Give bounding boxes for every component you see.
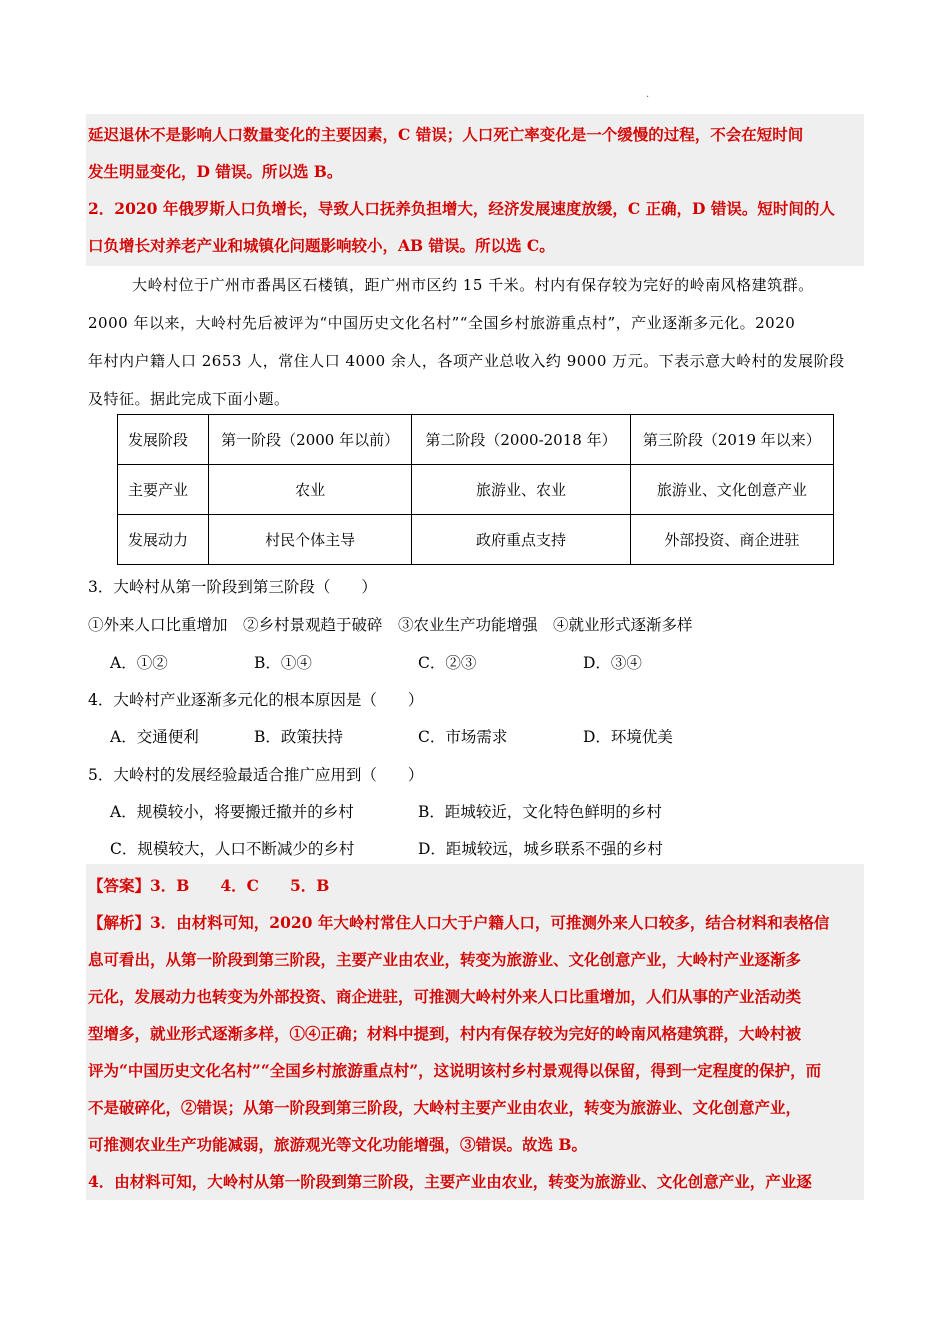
- analysis-text: 3．由材料可知，2020 年大岭村常住人口大于户籍人口，可推测外来人口较多，结合材料和表格信: [150, 913, 830, 932]
- table-cell: 主要产业: [118, 465, 209, 515]
- question-3-option-d[interactable]: D．③④: [583, 654, 642, 672]
- explanation-line: 口负增长对养老产业和城镇化问题影响较小，AB 错误。所以选 C。: [88, 236, 555, 255]
- table-cell: 第一阶段（2000 年以前）: [209, 415, 412, 465]
- question-3-items: ①外来人口比重增加 ②乡村景观趋于破碎 ③农业生产功能增强 ④就业形式逐渐多样: [88, 616, 693, 634]
- table-cell: 旅游业、农业: [412, 465, 630, 515]
- table-cell: 农业: [209, 465, 412, 515]
- answer-label: 【答案】: [88, 876, 151, 895]
- material-line: 2000 年以来，大岭村先后被评为“中国历史文化名村”“全国乡村旅游重点村”，产业逐渐多元化。2020: [88, 314, 796, 332]
- question-4-stem: 4．大岭村产业逐渐多元化的根本原因是（ ）: [88, 691, 424, 709]
- material-line: 大岭村位于广州市番禺区石楼镇，距广州市区约 15 千米。村内有保存较为完好的岭南风格建筑群。: [132, 276, 814, 294]
- explanation-line: 延迟退休不是影响人口数量变化的主要因素，C 错误；人口死亡率变化是一个缓慢的过程，不会在短时间: [88, 125, 804, 144]
- analysis-line: 4．由材料可知，大岭村从第一阶段到第三阶段，主要产业由农业，转变为旅游业、文化创意产业，产业逐: [88, 1172, 812, 1191]
- question-5-option-d[interactable]: D．距城较远，城乡联系不强的乡村: [418, 840, 663, 858]
- question-5-option-a[interactable]: A．规模较小，将要搬迁撤并的乡村: [110, 803, 354, 821]
- question-5-stem: 5．大岭村的发展经验最适合推广应用到（ ）: [88, 766, 424, 784]
- analysis-line: 可推测农业生产功能减弱，旅游观光等文化功能增强，③错误。故选 B。: [88, 1135, 587, 1154]
- table-cell: 发展阶段: [118, 415, 209, 465]
- material-line: 及特征。据此完成下面小题。: [88, 390, 290, 408]
- table-cell: 旅游业、文化创意产业: [630, 465, 833, 515]
- analysis-line: 息可看出，从第一阶段到第三阶段，主要产业由农业，转变为旅游业、文化创意产业，大岭村产业逐渐多: [88, 950, 802, 969]
- table-row: [118, 515, 834, 565]
- table-cell: 外部投资、商企进驻: [630, 515, 833, 565]
- analysis-line: 元化，发展动力也转变为外部投资、商企进驻，可推测大岭村外来人口比重增加，人们从事的产业活动类: [88, 987, 802, 1006]
- page-dot: ·: [646, 92, 650, 103]
- answer-explanation: [86, 864, 864, 1200]
- analysis-line: 评为“中国历史文化名村”“全国乡村旅游重点村”，这说明该村乡村景观得以保留，得到一定程度的保护，而: [88, 1061, 822, 1080]
- table-cell: 第三阶段（2019 年以来）: [630, 415, 833, 465]
- question-4-option-a[interactable]: A．交通便利: [110, 728, 199, 746]
- table-cell: 政府重点支持: [412, 515, 630, 565]
- analysis-line: [88, 904, 864, 941]
- answer-line: [88, 867, 864, 904]
- question-5-option-b[interactable]: B．距城较近，文化特色鲜明的乡村: [418, 803, 662, 821]
- question-3-option-b[interactable]: B．①④: [254, 654, 312, 672]
- material-line: 年村内户籍人口 2653 人，常住人口 4000 余人，各项产业总收入约 9000 万元。下表示意大岭村的发展阶段: [88, 352, 845, 370]
- question-5-option-c[interactable]: C．规模较大，人口不断减少的乡村: [110, 840, 355, 858]
- table-cell: 发展动力: [118, 515, 209, 565]
- question-3-option-c[interactable]: C．②③: [418, 654, 477, 672]
- analysis-label: 【解析】: [88, 913, 151, 932]
- table-row: [118, 465, 834, 515]
- question-4-option-d[interactable]: D．环境优美: [583, 728, 673, 746]
- question-3-stem: 3．大岭村从第一阶段到第三阶段（ ）: [88, 578, 377, 596]
- table-header-row: [118, 415, 834, 465]
- question-3-option-a[interactable]: A．①②: [110, 654, 168, 672]
- analysis-line: 型增多，就业形式逐渐多样，①④正确；材料中提到，村内有保存较为完好的岭南风格建筑群，大岭村被: [88, 1024, 802, 1043]
- question-4-option-c[interactable]: C．市场需求: [418, 728, 508, 746]
- explanation-line: 2．2020 年俄罗斯人口负增长，导致人口抚养负担增大，经济发展速度放缓，C 正确，D 错误。短时间的人: [88, 199, 835, 218]
- table-cell: 第二阶段（2000-2018 年）: [412, 415, 630, 465]
- analysis-line: 不是破碎化，②错误；从第一阶段到第三阶段，大岭村主要产业由农业，转变为旅游业、文化创意产业，: [88, 1098, 802, 1117]
- question-4-option-b[interactable]: B．政策扶持: [254, 728, 343, 746]
- explanation-line: 发生明显变化，D 错误。所以选 B。: [88, 162, 343, 181]
- answer-text: 3．B 4．C 5．B: [150, 876, 330, 895]
- table-cell: 村民个体主导: [209, 515, 412, 565]
- reading-material: [88, 266, 864, 418]
- previous-explanation: [86, 114, 864, 266]
- development-stage-table: [117, 414, 834, 565]
